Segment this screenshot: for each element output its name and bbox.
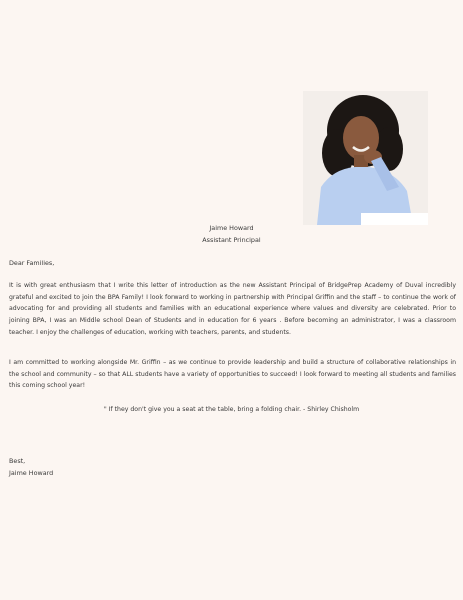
letter-greeting: Dear Families, xyxy=(9,259,55,267)
author-title: Assistant Principal xyxy=(202,236,261,244)
signature-block xyxy=(0,222,463,246)
closing-word: Best, xyxy=(9,457,26,465)
letter-closing xyxy=(9,455,53,479)
letter-paragraph-intro: It is with great enthusiasm that I write this letter of introduction as the new Assistant Principal of BridgePrep Academy of Duval incredibly grateful and excited to join the BPA Family! I look forward to working in partnership with Principal Griffin and the staff – to continue the work of advocating for and providing all students and families with an educational experience where values and diversity are celebrated. Prior to joining BPA, I was an Middle school Dean of Students and in education for 6 years . Before becoming an administrator, I was a classroom teacher. I enjoy the challenges of education, working with teachers, parents, and students. xyxy=(9,282,456,336)
portrait-photo xyxy=(303,91,428,225)
letter-paragraph-commitment: I am committed to working alongside Mr. Griffin – as we continue to provide leadership and build a structure of collaborative relationships in the school and community – so that ALL students have a variety of opportunities to succeed! I look forward to meeting all students and families this coming school year! xyxy=(9,359,456,390)
letter-quote: " If they don't give you a seat at the table, bring a folding chair. - Shirley Chisholm xyxy=(103,406,360,413)
portrait-illustration xyxy=(303,91,428,225)
closing-signature: Jaime Howard xyxy=(9,469,54,477)
author-name: Jaime Howard xyxy=(209,224,254,232)
